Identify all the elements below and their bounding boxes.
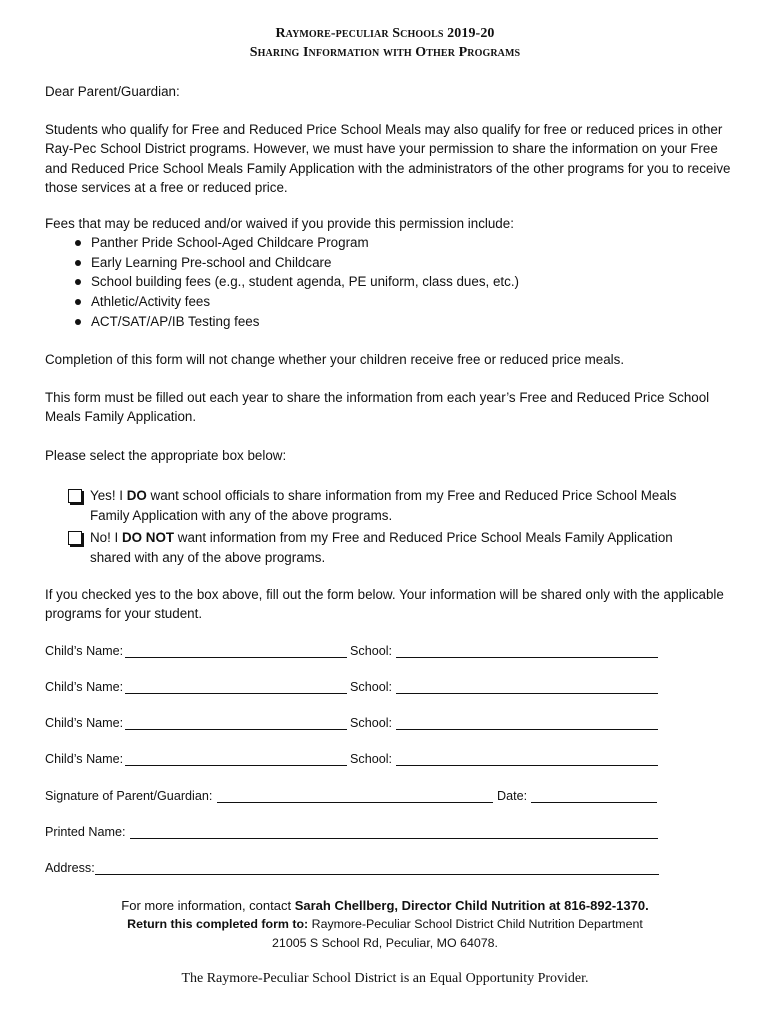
option-yes-text: Yes! I DO want school officials to share information from my Free and Reduced Price School Meals Family Application with any of the above programs. bbox=[90, 488, 677, 523]
signature-label: Signature of Parent/Guardian: bbox=[45, 789, 213, 803]
date-label: Date: bbox=[497, 789, 528, 803]
signature-field[interactable] bbox=[217, 802, 493, 803]
printed-name-field[interactable] bbox=[130, 838, 658, 839]
yes-checkbox[interactable] bbox=[68, 489, 82, 503]
list-item: School building fees (e.g., student agenda, PE uniform, class dues, etc.) bbox=[45, 272, 519, 292]
return-instructions: Return this completed form to: Raymore-Peculiar School District Child Nutrition Department bbox=[127, 917, 643, 931]
intro-paragraph: Students who qualify for Free and Reduced Price School Meals may also qualify for free or reduced prices in other Ray-Pec School District programs. However, we must have your permission to share the information on your Free and Reduced Price School Meals Family Application with the administrators of the other programs for you to receive those services at a free or reduced price. bbox=[45, 122, 731, 196]
instructions-paragraph: If you checked yes to the box above, fill out the form below. Your information will be shared only with the applicable programs for your student. bbox=[45, 587, 724, 622]
child-name-field[interactable] bbox=[125, 729, 347, 730]
fees-list bbox=[45, 233, 519, 331]
child-name-label: Child’s Name: bbox=[45, 716, 124, 730]
equal-opportunity-statement: The Raymore-Peculiar School District is an Equal Opportunity Provider. bbox=[181, 971, 589, 986]
list-item: Early Learning Pre-school and Childcare bbox=[45, 253, 519, 273]
address-field[interactable] bbox=[95, 874, 659, 875]
select-prompt: Please select the appropriate box below: bbox=[45, 448, 287, 463]
list-item: Athletic/Activity fees bbox=[45, 292, 519, 312]
annual-note: This form must be filled out each year to share the information from each year’s Free and Reduced Price School Meals Family Application. bbox=[45, 390, 710, 425]
list-item: Panther Pride School-Aged Childcare Program bbox=[45, 233, 519, 253]
school-field[interactable] bbox=[396, 657, 658, 658]
child-name-label: Child’s Name: bbox=[45, 644, 124, 658]
school-label: School: bbox=[350, 752, 393, 766]
school-field[interactable] bbox=[396, 693, 658, 694]
option-no-text: No! I DO NOT want information from my Free and Reduced Price School Meals Family Application shared with any of the above programs. bbox=[90, 530, 673, 565]
completion-note: Completion of this form will not change whether your children receive free or reduced price meals. bbox=[45, 352, 625, 367]
no-checkbox[interactable] bbox=[68, 531, 82, 545]
child-name-field[interactable] bbox=[125, 657, 347, 658]
school-label: School: bbox=[350, 680, 393, 694]
school-label: School: bbox=[350, 716, 393, 730]
school-field[interactable] bbox=[396, 765, 658, 766]
child-name-field[interactable] bbox=[125, 765, 347, 766]
return-address: 21005 S School Rd, Peculiar, MO 64078. bbox=[272, 936, 498, 950]
fees-intro: Fees that may be reduced and/or waived if you provide this permission include: bbox=[45, 216, 514, 231]
school-field[interactable] bbox=[396, 729, 658, 730]
school-label: School: bbox=[350, 644, 393, 658]
child-name-label: Child’s Name: bbox=[45, 680, 124, 694]
form-subtitle: Sharing Information with Other Programs bbox=[249, 45, 521, 60]
greeting: Dear Parent/Guardian: bbox=[45, 84, 180, 99]
date-field[interactable] bbox=[531, 802, 657, 803]
list-item: ACT/SAT/AP/IB Testing fees bbox=[45, 312, 519, 332]
child-name-label: Child’s Name: bbox=[45, 752, 124, 766]
form-title: Raymore-peculiar Schools 2019-20 bbox=[275, 26, 495, 41]
address-label: Address: bbox=[45, 861, 95, 875]
printed-name-label: Printed Name: bbox=[45, 825, 126, 839]
contact-info: For more information, contact Sarah Chellberg, Director Child Nutrition at 816-892-1370. bbox=[121, 898, 649, 913]
child-name-field[interactable] bbox=[125, 693, 347, 694]
